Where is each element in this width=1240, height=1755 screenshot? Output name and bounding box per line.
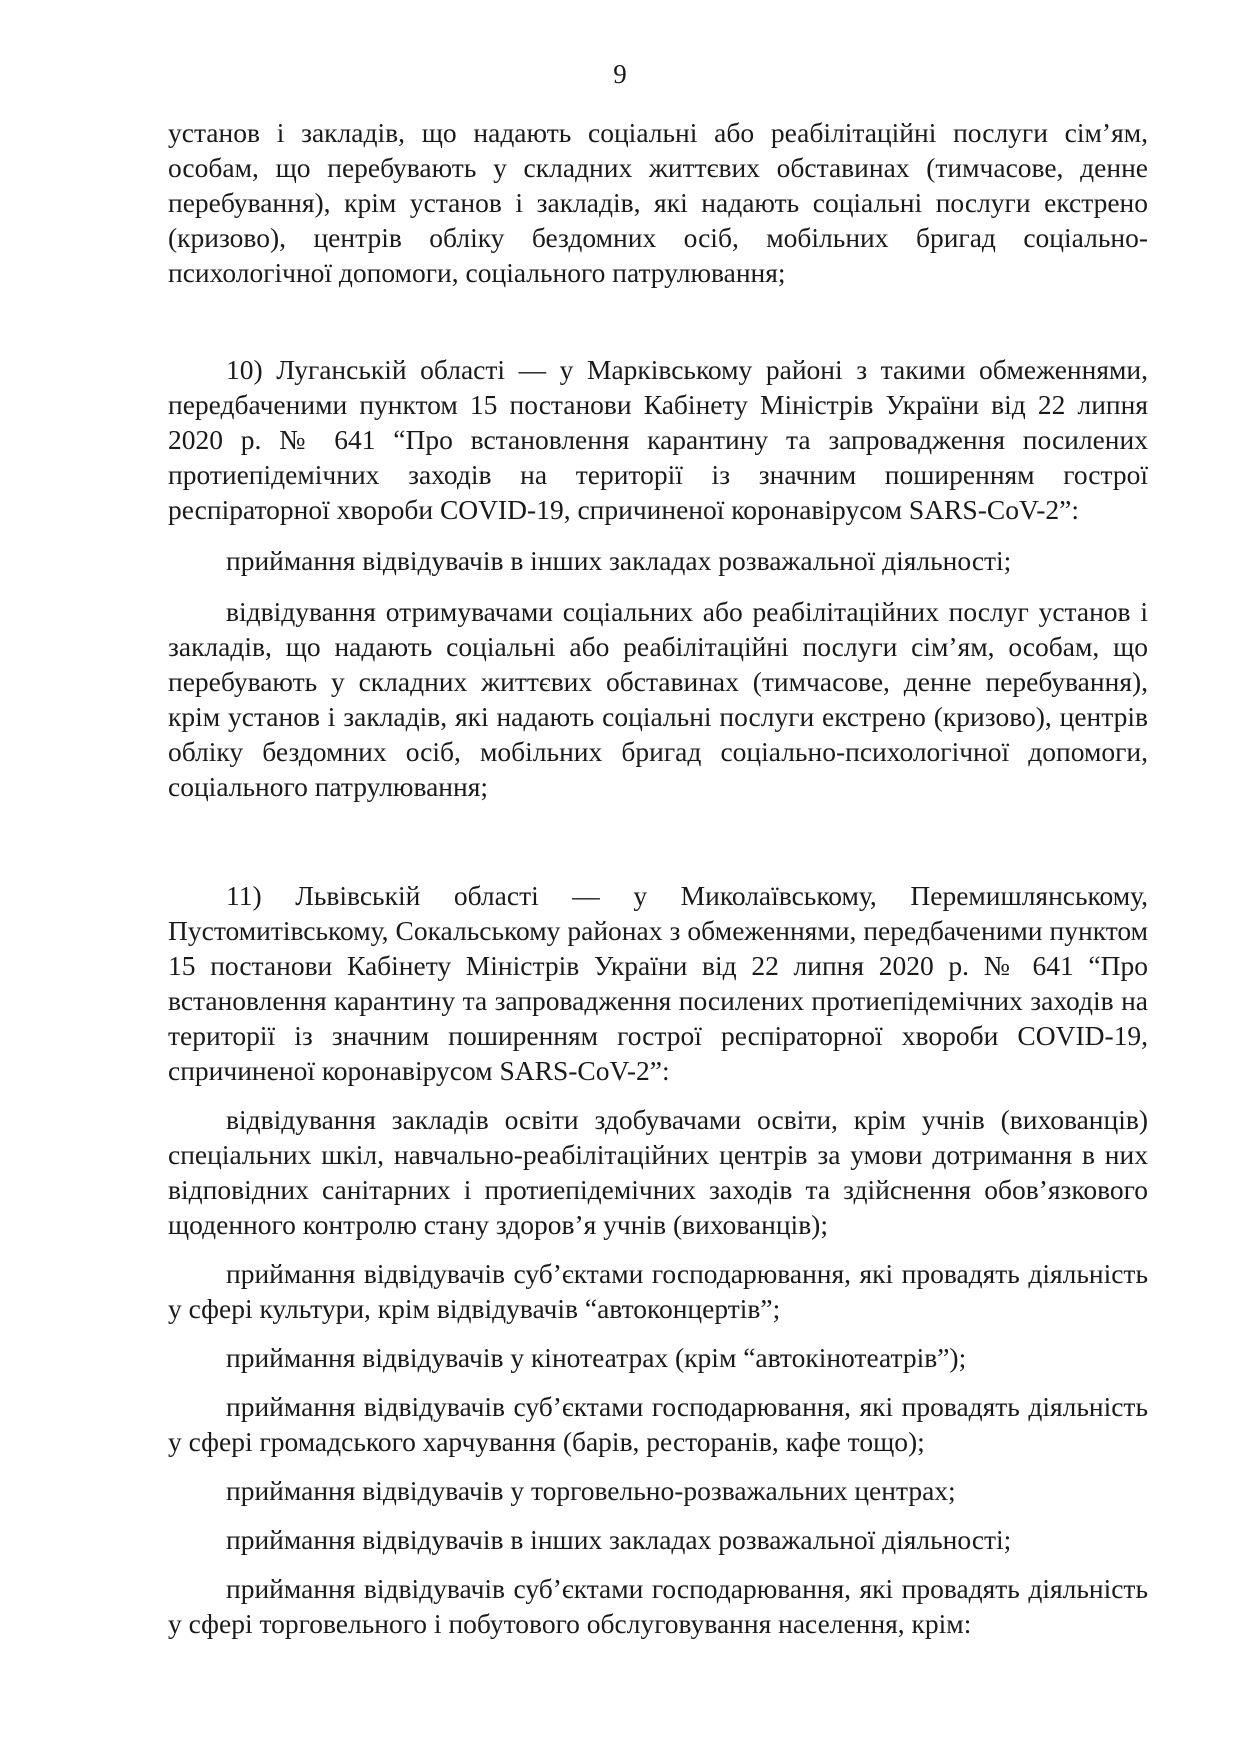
paragraph-continuation: установ і закладів, що надають соціальні або реабілітаційні послуги сім’ям, особам, що перебувають у складних життєвих обставинах (тимчасове, денне перебування), крім установ і закладів, які надають соціальні послуги екстрено (кризово), центрів обліку бездомних осіб, мобільних бригад соціально-психологічної допомоги, соціального патрулювання; [168, 117, 1148, 288]
paragraph-cinema-visitors: приймання відвідувачів у кінотеатрах (крім “автокінотеатрів”); [226, 1342, 967, 1373]
paragraph-mall-visitors: приймання відвідувачів у торговельно-розважальних центрах; [226, 1475, 956, 1506]
paragraph-education-visits: відвідування закладів освіти здобувачами освіти, крім учнів (вихованців) спеціальних шкіл, навчально-реабілітаційних центрів за умови дотримання в них відповідних санітарних і протиепідемічних заходів та здійснення обов’язкового щоденного контролю стану здоров’я учнів (вихованців); [168, 1104, 1148, 1240]
document-body [168, 115, 1148, 1641]
paragraph-catering-visitors: приймання відвідувачів суб’єктами господарювання, які провадять діяльність у сфері громадського харчування (барів, ресторанів, кафе тощо); [168, 1391, 1148, 1457]
paragraph-other-entertainment: приймання відвідувачів в інших закладах розважальної діяльності; [226, 1524, 1012, 1555]
paragraph-item-11-lviv: 11) Львівській області — у Миколаївському, Перемишлянському, Пустомитівському, Сокальському районах з обмеженнями, передбаченими пунктом 15 постанови Кабінету Міністрів України від 22 липня 2020 р. № 641 “Про встановлення карантину та запровадження посилених протиепідемічних заходів на території із значним поширенням гострої респіраторної хвороби COVID-19, спричиненої коронавірусом SARS-CoV-2”: [168, 880, 1148, 1086]
paragraph-social-services: відвідування отримувачами соціальних або реабілітаційних послуг установ і закладів, що надають соціальні або реабілітаційні послуги сім’ям, особам, що перебувають у складних життєвих обставинах (тимчасове, денне перебування), крім установ і закладів, які надають соціальні послуги екстрено (кризово), центрів обліку бездомних осіб, мобільних бригад соціально-психологічної допомоги, соціального патрулювання; [168, 596, 1148, 802]
paragraph-trade-services: приймання відвідувачів суб’єктами господарювання, які провадять діяльність у сфері торговельного і побутового обслуговування населення, крім: [168, 1573, 1148, 1639]
page-number: 9 [613, 59, 627, 89]
paragraph-item-10-luhansk: 10) Луганській області — у Марківському районі з такими обмеженнями, передбаченими пунктом 15 постанови Кабінету Міністрів України від 22 липня 2020 р. № 641 “Про встановлення карантину та запровадження посилених протиепідемічних заходів на території із значним поширенням гострої респіраторної хвороби COVID-19, спричиненої коронавірусом SARS-CoV-2”: [168, 354, 1148, 525]
paragraph-culture-visitors: приймання відвідувачів суб’єктами господарювання, які провадять діяльність у сфері культури, крім відвідувачів “автоконцертів”; [168, 1258, 1148, 1324]
paragraph-entertainment-visitors: приймання відвідувачів в інших закладах розважальної діяльності; [226, 545, 1012, 576]
